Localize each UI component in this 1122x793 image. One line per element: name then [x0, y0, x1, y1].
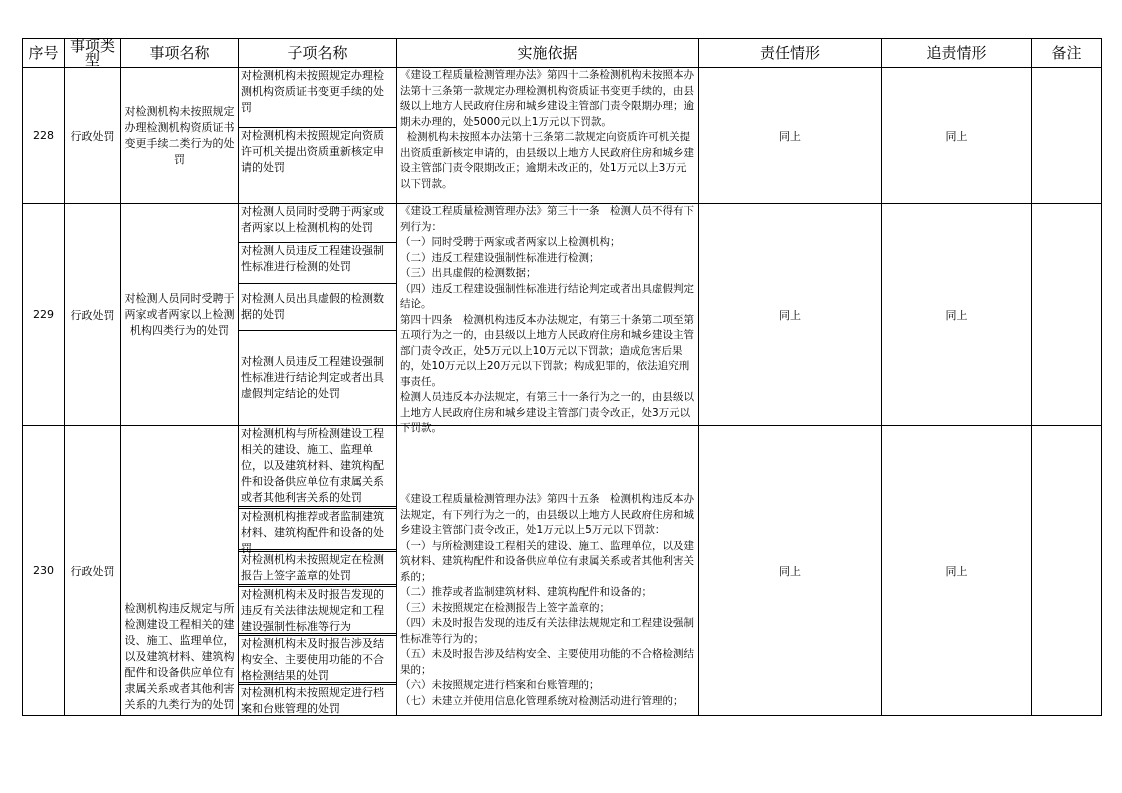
header-responsibility: 责任情形: [699, 39, 882, 68]
row-number: 228: [23, 68, 65, 204]
subitem: 对检测人员同时受聘于两家或者两家以上检测机构的处罚: [239, 204, 396, 243]
header-accountability: 追责情形: [882, 39, 1032, 68]
remark-cell: [1032, 204, 1102, 426]
subitem: 对检测机构未按照规定在检测报告上签字盖章的处罚: [239, 552, 396, 587]
header-type: 事项类型: [65, 39, 121, 68]
subitem: 对检测机构未及时报告发现的违反有关法律法规规定和工程建设强制性标准等行为: [239, 587, 396, 636]
header-name: 事项名称: [121, 39, 239, 68]
subitem: 对检测机构与所检测建设工程相关的建设、施工、监理单位，以及建筑材料、建筑构配件和设备供应单位有隶属关系或者其他利害关系的处罚: [239, 426, 396, 509]
row-number: 229: [23, 204, 65, 426]
basis-cell: [397, 204, 699, 434]
accountability-cell: 同上: [882, 68, 1032, 204]
row-number: 230: [23, 426, 65, 716]
subitem-cell: [239, 204, 397, 426]
remark-cell: [1032, 426, 1102, 716]
responsibility-cell: 同上: [699, 68, 882, 204]
header-no: 序号: [23, 39, 65, 68]
table-row-228: [23, 68, 1102, 204]
implementation-basis: 《建设工程质量检测管理办法》第四十二条检测机构未按照本办法第十三条第一款规定办理检测机构资质证书变更手续的，由县级以上地方人民政府住房和城乡建设主管部门责令限期办理；逾期未办理的，处5000元以上1万元以下罚款。 检测机构未按照本办法第十三条第二款规定向资质许可机关提出资质重新核定申请的，由县级以上地方人民政府住房和城乡建设主管部门责令限期改正；逾期未改正的，处1万元以上3万元以下罚款。: [400, 69, 694, 190]
item-name: 检测机构违反规定与所检测建设工程相关的建设、施工、监理单位，以及建筑材料、建筑构配件和设备供应单位有隶属关系或者其他利害关系的九类行为的处罚: [121, 426, 239, 716]
accountability-cell: 同上: [882, 204, 1032, 426]
subitem: 对检测机构未按照规定办理检测机构资质证书变更手续的处罚: [239, 68, 396, 128]
table-row-229: [23, 204, 1102, 426]
subitem: 对检测人员违反工程建设强制性标准进行检测的处罚: [239, 243, 396, 284]
header-row: [23, 39, 1102, 68]
subitem: 对检测机构未按照规定进行档案和台账管理的处罚: [241, 686, 384, 715]
item-name: 对检测人员同时受聘于两家或者两家以上检测机构四类行为的处罚: [121, 204, 239, 426]
responsibility-cell: 同上: [699, 204, 882, 426]
item-type: 行政处罚: [65, 204, 121, 426]
responsibility-list-table: [22, 38, 1102, 716]
item-type: 行政处罚: [65, 68, 121, 204]
basis-cell: [397, 68, 699, 204]
subitem: 对检测机构未按照规定向资质许可机关提出资质重新核定申请的处罚: [241, 129, 384, 174]
subitem-cell: [239, 68, 397, 204]
remark-cell: [1032, 68, 1102, 204]
subitem: 对检测人员违反工程建设强制性标准进行结论判定或者出具虚假判定结论的处罚: [241, 355, 384, 400]
accountability-cell: 同上: [882, 426, 1032, 716]
implementation-basis: 《建设工程质量检测管理办法》第四十五条 检测机构违反本办法规定，有下列行为之一的，由县级以上地方人民政府住房和城乡建设主管部门责令改正，处1万元以上5万元以下罚款： （一）与所检测建设工程相关的建设、施工、监理单位，以及建筑材料、建筑构配件和设备供应单位有隶属关系或者其他利害关系的； （二）推荐或者监制建筑材料、建筑构配件和设备的； （三）未按照规定在检测报告上签字盖章的； （四）未及时报告发现的违反有关法律法规规定和工程建设强制性标准等行为的； （五）未及时报告涉及结构安全、主要使用功能的不合格检测结果的； （六）未按照规定进行档案和台账管理的； （七）未建立并使用信息化管理系统对检测活动进行管理的；: [400, 493, 694, 707]
implementation-basis: 《建设工程质量检测管理办法》第三十一条 检测人员不得有下列行为： （一）同时受聘于两家或者两家以上检测机构； （二）违反工程建设强制性标准进行检测； （三）出具虚假的检测数据； （四）违反工程建设强制性标准进行结论判定或者出具虚假判定结论。 第四十四条 检测机构违反本办法规定，有第三十条第二项至第五项行为之一的，由县级以上地方人民政府住房和城乡建设主管部门责令改正，处5万元以上10万元以下罚款；造成危害后果的，处10万元以上20万元以下罚款；构成犯罪的，依法追究刑事责任。 检测人员违反本办法规定，有第三十一条行为之一的，由县级以上地方人民政府住房和城乡建设主管部门责令改正，处3万元以下罚款。: [400, 205, 694, 434]
subitem: 对检测机构未及时报告涉及结构安全、主要使用功能的不合格检测结果的处罚: [239, 636, 396, 685]
subitem: 对检测人员出具虚假的检测数据的处罚: [239, 284, 396, 331]
table-row-230: [23, 426, 1102, 716]
subitem: 对检测机构推荐或者监制建筑材料、建筑构配件和设备的处罚: [239, 509, 396, 552]
subitem-cell: [239, 426, 397, 716]
header-subitem: 子项名称: [239, 39, 397, 68]
basis-cell: [397, 426, 699, 716]
header-basis: 实施依据: [397, 39, 699, 68]
header-remark: 备注: [1032, 39, 1102, 68]
item-type: 行政处罚: [65, 426, 121, 716]
item-name: 对检测机构未按照规定办理检测机构资质证书变更手续二类行为的处罚: [121, 68, 239, 204]
responsibility-cell: 同上: [699, 426, 882, 716]
